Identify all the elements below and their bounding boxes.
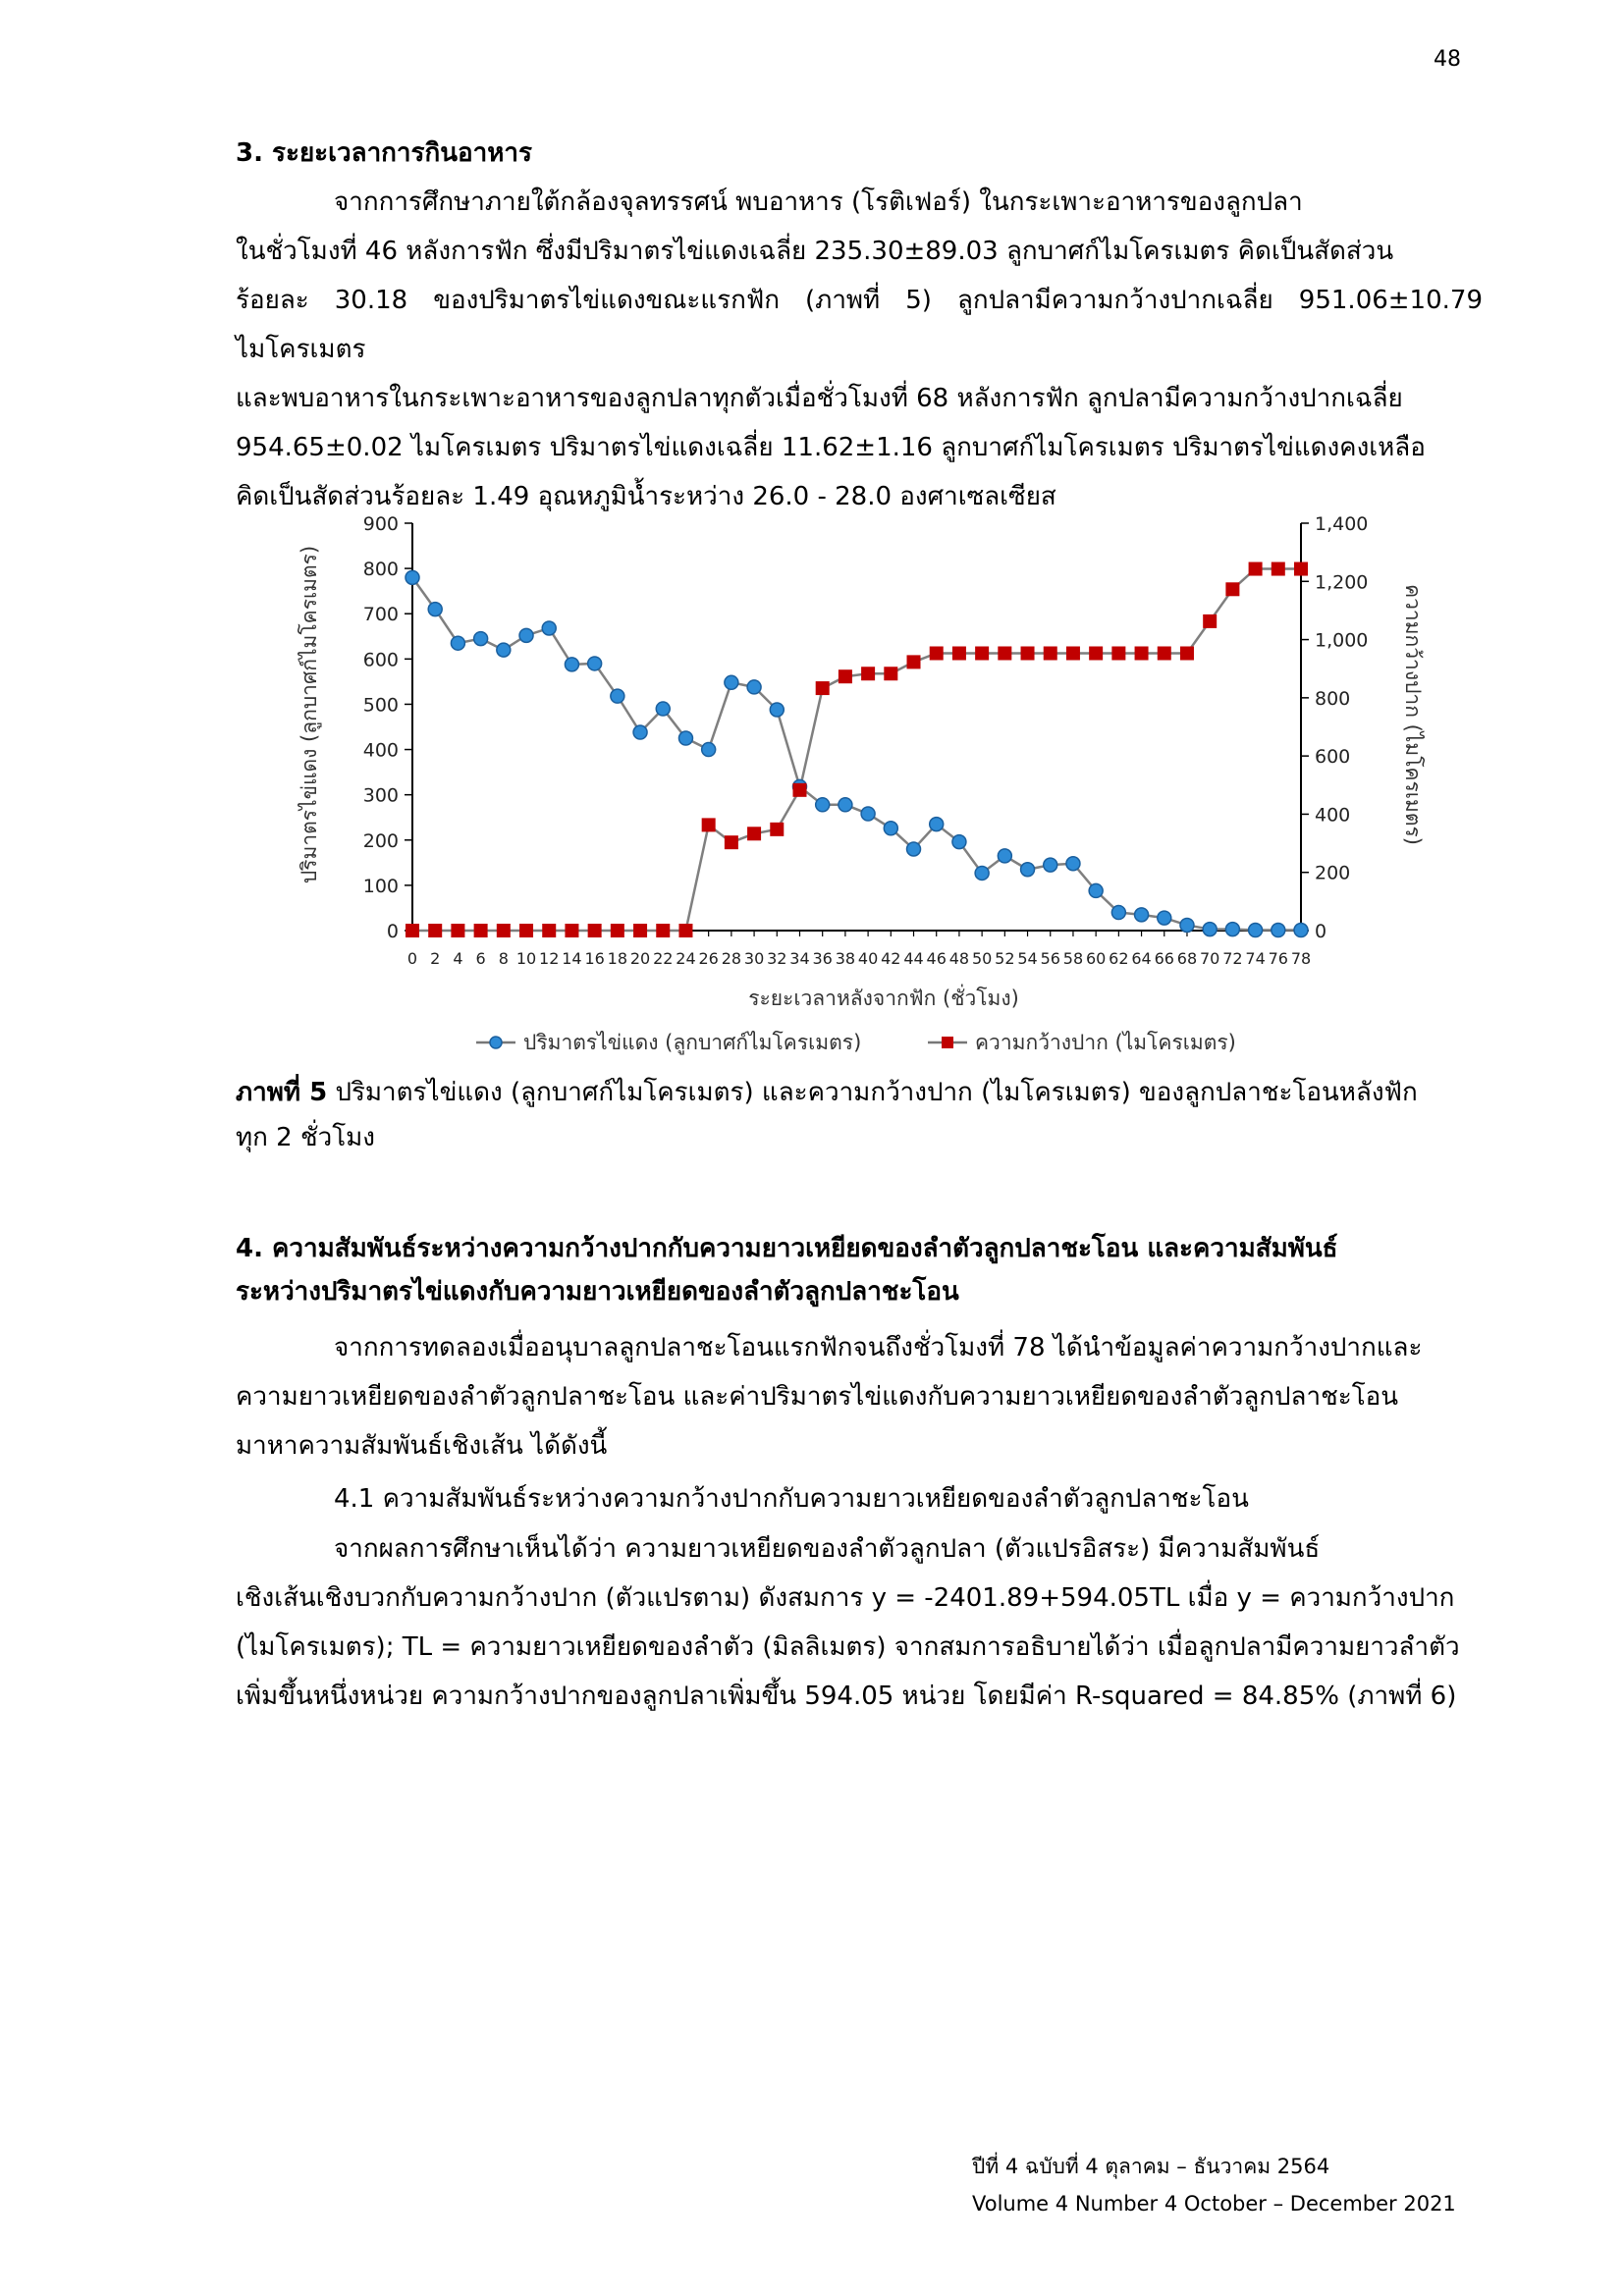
mouth-point bbox=[1203, 614, 1217, 628]
yolk-point bbox=[907, 842, 921, 856]
yolk-point bbox=[1158, 911, 1171, 925]
caption-text: ปริมาตรไข่แดง (ลูกบาศก์ไมโครเมตร) และความกว้างปาก (ไมโครเมตร) ของลูกปลาชะโอนหลังฟัก bbox=[335, 1078, 1418, 1107]
mouth-point bbox=[1135, 647, 1149, 661]
mouth-point bbox=[656, 924, 670, 937]
yolk-point bbox=[406, 570, 419, 584]
yolk-point bbox=[1272, 924, 1285, 937]
mouth-point bbox=[611, 924, 624, 937]
yolk-point bbox=[1044, 858, 1057, 872]
paragraph-line: จากการทดลองเมื่ออนุบาลลูกปลาชะโอนแรกฟักจนถึงชั่วโมงที่ 78 ได้นำข้อมูลค่าความกว้างปากและ bbox=[334, 1333, 1423, 1362]
x-tick-label: 10 bbox=[515, 949, 537, 968]
x-tick-label: 42 bbox=[881, 949, 901, 968]
mouth-point bbox=[952, 647, 966, 661]
mouth-point bbox=[406, 924, 419, 937]
mouth-point bbox=[565, 924, 578, 937]
x-tick-label: 48 bbox=[948, 949, 970, 968]
paragraph-line: จากการศึกษาภายใต้กล้องจุลทรรศน์ พบอาหาร (โรติเฟอร์) ในกระเพาะอาหารของลูกปลา bbox=[334, 187, 1303, 217]
section-4-intro bbox=[236, 1323, 1483, 1470]
yolk-point bbox=[930, 818, 944, 831]
paragraph-line: ร้อยละ 30.18 ของปริมาตรไข่แดงขณะแรกฟัก (ภาพที่ 5) ลูกปลามีความกว้างปากเฉลี่ย 951.06±10.79 ไมโครเมตร bbox=[236, 286, 1483, 364]
legend-marker-mouth bbox=[942, 1037, 953, 1048]
x-tick-label: 24 bbox=[676, 949, 696, 968]
y-axis-label: ปริมาตรไข่แดง (ลูกบาศก์ไมโครเมตร) bbox=[298, 545, 321, 884]
section-3-heading: 3. ระยะเวลาการกินอาหาร bbox=[236, 138, 532, 168]
chart-marks bbox=[406, 562, 1308, 937]
x-tick-label: 12 bbox=[539, 949, 560, 968]
legend-label-yolk: ปริมาตรไข่แดง (ลูกบาศก์ไมโครเมตร) bbox=[523, 1031, 862, 1054]
yolk-point bbox=[611, 689, 624, 703]
paragraph-line: จากผลการศึกษาเห็นได้ว่า ความยาวเหยียดของลำตัวลูกปลา (ตัวแปรอิสระ) มีความสัมพันธ์ bbox=[334, 1534, 1321, 1564]
legend bbox=[476, 1031, 1236, 1055]
section-4-heading-line-1: 4. ความสัมพันธ์ระหว่างความกว้างปากกับความยาวเหยียดของลำตัวลูกปลาชะโอน และความสัมพันธ์ bbox=[236, 1234, 1338, 1263]
figure-5-caption bbox=[236, 1070, 1483, 1160]
paragraph-line: เชิงเส้นเชิงบวกกับความกว้างปาก (ตัวแปรตาม) ดังสมการ y = -2401.89+594.05TL เมื่อ y = ความกว้างปาก bbox=[236, 1583, 1455, 1613]
x-tick-label: 0 bbox=[406, 949, 418, 968]
paragraph-line: ในชั่วโมงที่ 46 หลังการฟัก ซึ่งมีปริมาตรไข่แดงเฉลี่ย 235.30±89.03 ลูกบาศก์ไมโครเมตร คิดเป็นสัดส่วน bbox=[236, 237, 1394, 266]
yolk-point bbox=[519, 628, 533, 642]
mouth-point bbox=[1021, 647, 1035, 661]
mouth-point bbox=[1180, 647, 1194, 661]
yolk-point bbox=[1203, 923, 1217, 936]
mouth-point bbox=[1294, 562, 1308, 576]
mouth-point bbox=[747, 827, 761, 840]
mouth-point bbox=[861, 667, 875, 680]
yolk-point bbox=[1021, 863, 1035, 877]
mouth-point bbox=[497, 924, 511, 937]
y2-tick-label: 400 bbox=[1315, 804, 1351, 827]
paragraph-line: ความยาวเหยียดของลำตัวลูกปลาชะโอน และค่าปริมาตรไข่แดงกับความยาวเหยียดของลำตัวลูกปลาชะโอน bbox=[236, 1382, 1399, 1412]
section-3-paragraph bbox=[236, 178, 1483, 521]
yolk-point bbox=[1135, 908, 1149, 922]
x-tick-label: 54 bbox=[1017, 949, 1038, 968]
yolk-point bbox=[451, 636, 464, 650]
y2-tick-label: 1,400 bbox=[1315, 513, 1369, 535]
y2-axis-label: ความกว้างปาก (ไมโครเมตร) bbox=[1401, 584, 1425, 845]
yolk-point bbox=[1225, 923, 1239, 936]
yolk-point bbox=[565, 658, 578, 671]
x-tick-label: 78 bbox=[1290, 949, 1312, 968]
yolk-point bbox=[1180, 918, 1194, 932]
page-number: 48 bbox=[1434, 47, 1461, 72]
mouth-point bbox=[1158, 647, 1171, 661]
x-tick-label: 34 bbox=[789, 949, 810, 968]
mouth-point bbox=[542, 924, 556, 937]
mouth-point bbox=[588, 924, 602, 937]
section-4-heading-line-2: ระหว่างปริมาตรไข่แดงกับความยาวเหยียดของลำตัวลูกปลาชะโอน bbox=[236, 1277, 959, 1307]
figure-label: ภาพที่ 5 bbox=[236, 1078, 328, 1107]
x-tick-label: 30 bbox=[743, 949, 765, 968]
x-tick-label: 60 bbox=[1085, 949, 1107, 968]
yolk-point bbox=[678, 731, 692, 745]
mouth-point bbox=[1272, 562, 1285, 576]
mouth-point bbox=[1249, 562, 1263, 576]
x-axis-label: ระยะเวลาหลังจากฟัก (ชั่วโมง) bbox=[748, 987, 1019, 1010]
x-tick-label: 70 bbox=[1199, 949, 1220, 968]
yolk-point bbox=[497, 643, 511, 657]
mouth-point bbox=[1044, 647, 1057, 661]
y-tick-label: 400 bbox=[362, 739, 399, 762]
mouth-point bbox=[678, 924, 692, 937]
yolk-point bbox=[588, 657, 602, 670]
yolk-point bbox=[1089, 883, 1103, 897]
footer-english: Volume 4 Number 4 October – December 2021 bbox=[972, 2192, 1456, 2216]
paragraph-line: มาหาความสัมพันธ์เชิงเส้น ได้ดังนี้ bbox=[236, 1431, 608, 1461]
yolk-point bbox=[725, 675, 738, 689]
y2-tick-label: 800 bbox=[1315, 687, 1351, 710]
subsection-4-1-paragraph bbox=[236, 1524, 1483, 1721]
y-tick-label: 100 bbox=[362, 875, 399, 897]
mouth-point bbox=[725, 835, 738, 849]
y2-tick-label: 600 bbox=[1315, 746, 1351, 769]
mouth-point bbox=[770, 823, 784, 836]
yolk-point bbox=[1111, 906, 1125, 920]
yolk-point bbox=[542, 621, 556, 635]
y-tick-label: 900 bbox=[362, 513, 399, 535]
mouth-point bbox=[1089, 647, 1103, 661]
paragraph-line: คิดเป็นสัดส่วนร้อยละ 1.49 อุณหภูมิน้ำระหว่าง 26.0 - 28.0 องศาเซลเซียส bbox=[236, 482, 1056, 511]
mouth-point bbox=[839, 669, 852, 683]
x-tick-label: 6 bbox=[475, 949, 486, 968]
x-tick-label: 44 bbox=[903, 949, 924, 968]
mouth-point bbox=[474, 924, 488, 937]
mouth-point bbox=[633, 924, 647, 937]
mouth-point bbox=[1111, 647, 1125, 661]
x-tick-label: 16 bbox=[584, 949, 605, 968]
x-tick-label: 62 bbox=[1109, 949, 1129, 968]
x-tick-label: 72 bbox=[1222, 949, 1243, 968]
x-tick-label: 68 bbox=[1176, 949, 1198, 968]
yolk-point bbox=[998, 849, 1011, 863]
y2-tick-label: 0 bbox=[1315, 921, 1327, 942]
yolk-point bbox=[839, 798, 852, 812]
x-tick-label: 26 bbox=[698, 949, 719, 968]
paragraph-line: 954.65±0.02 ไมโครเมตร ปริมาตรไข่แดงเฉลี่ย 11.62±1.16 ลูกบาศก์ไมโครเมตร ปริมาตรไข่แดงคงเหลือ bbox=[236, 433, 1426, 462]
y-tick-label: 200 bbox=[362, 829, 399, 852]
x-tick-label: 74 bbox=[1245, 949, 1266, 968]
subsection-4-1-heading: 4.1 ความสัมพันธ์ระหว่างความกว้างปากกับความยาวเหยียดของลำตัวลูกปลาชะโอน bbox=[334, 1484, 1249, 1514]
x-tick-label: 58 bbox=[1062, 949, 1084, 968]
figure-5-chart bbox=[275, 499, 1434, 1068]
y-tick-label: 500 bbox=[362, 694, 399, 717]
legend-marker-yolk bbox=[490, 1037, 502, 1048]
paragraph-line: และพบอาหารในกระเพาะอาหารของลูกปลาทุกตัวเมื่อชั่วโมงที่ 68 หลังการฟัก ลูกปลามีความกว้างปากเฉลี่ย bbox=[236, 384, 1403, 413]
y-tick-label: 800 bbox=[362, 559, 399, 581]
y-tick-label: 600 bbox=[362, 649, 399, 671]
x-tick-label: 56 bbox=[1040, 949, 1060, 968]
mouth-point bbox=[1225, 582, 1239, 596]
x-tick-label: 22 bbox=[653, 949, 674, 968]
yolk-point bbox=[747, 680, 761, 694]
mouth-point bbox=[519, 924, 533, 937]
x-tick-label: 4 bbox=[453, 949, 463, 968]
yolk-point bbox=[656, 702, 670, 716]
y2-tick-label: 200 bbox=[1315, 862, 1351, 884]
chart-axes bbox=[363, 513, 1369, 968]
mouth-point bbox=[428, 924, 442, 937]
x-tick-label: 46 bbox=[926, 949, 947, 968]
x-tick-label: 36 bbox=[812, 949, 833, 968]
x-tick-label: 8 bbox=[498, 949, 509, 968]
mouth-point bbox=[451, 924, 464, 937]
footer bbox=[972, 2148, 1456, 2222]
section-4-heading bbox=[236, 1227, 1338, 1313]
x-tick-label: 50 bbox=[971, 949, 993, 968]
yolk-point bbox=[884, 822, 897, 835]
y2-tick-label: 1,200 bbox=[1315, 571, 1369, 594]
yolk-point bbox=[633, 725, 647, 739]
mouth-point bbox=[884, 667, 897, 680]
paragraph-line: เพิ่มขึ้นหนึ่งหน่วย ความกว้างปากของลูกปลาเพิ่มขึ้น 594.05 หน่วย โดยมีค่า R-squared = 84.85% (ภาพที่ 6) bbox=[236, 1682, 1457, 1711]
mouth-point bbox=[998, 647, 1011, 661]
x-tick-label: 38 bbox=[835, 949, 856, 968]
mouth-point bbox=[975, 647, 989, 661]
x-tick-label: 2 bbox=[430, 949, 441, 968]
mouth-point bbox=[1066, 647, 1080, 661]
mouth-point bbox=[930, 647, 944, 661]
yolk-point bbox=[428, 603, 442, 616]
y2-tick-label: 1,000 bbox=[1315, 629, 1369, 652]
mouth-point bbox=[816, 681, 830, 695]
x-tick-label: 18 bbox=[607, 949, 628, 968]
y-tick-label: 300 bbox=[362, 784, 399, 807]
x-tick-label: 76 bbox=[1268, 949, 1288, 968]
yolk-point bbox=[1294, 924, 1308, 937]
yolk-point bbox=[952, 835, 966, 849]
y-tick-label: 0 bbox=[386, 921, 399, 942]
legend-label-mouth: ความกว้างปาก (ไมโครเมตร) bbox=[975, 1031, 1236, 1054]
mouth-point bbox=[792, 783, 806, 797]
yolk-point bbox=[702, 743, 716, 757]
yolk-point bbox=[816, 798, 830, 812]
x-tick-label: 32 bbox=[767, 949, 787, 968]
footer-thai: ปีที่ 4 ฉบับที่ 4 ตุลาคม – ธันวาคม 2564 bbox=[972, 2155, 1330, 2178]
yolk-point bbox=[861, 807, 875, 821]
y-tick-label: 700 bbox=[362, 604, 399, 626]
yolk-point bbox=[1249, 924, 1263, 937]
x-tick-label: 52 bbox=[995, 949, 1015, 968]
yolk-point bbox=[474, 632, 488, 646]
x-tick-label: 28 bbox=[721, 949, 742, 968]
x-tick-label: 66 bbox=[1154, 949, 1174, 968]
yolk-point bbox=[1066, 857, 1080, 871]
caption-text-2: ทุก 2 ชั่วโมง bbox=[236, 1123, 375, 1152]
paragraph-line: (ไมโครเมตร); TL = ความยาวเหยียดของลำตัว (มิลลิเมตร) จากสมการอธิบายได้ว่า เมื่อลูกปลามีความยาวลำตัว bbox=[236, 1632, 1460, 1662]
chart-svg bbox=[275, 499, 1434, 1068]
mouth-point bbox=[702, 818, 716, 831]
x-tick-label: 64 bbox=[1131, 949, 1152, 968]
x-tick-label: 40 bbox=[857, 949, 879, 968]
mouth-point bbox=[907, 655, 921, 668]
yolk-point bbox=[975, 866, 989, 880]
x-tick-label: 14 bbox=[562, 949, 582, 968]
x-tick-label: 20 bbox=[629, 949, 651, 968]
yolk-point bbox=[770, 703, 784, 717]
